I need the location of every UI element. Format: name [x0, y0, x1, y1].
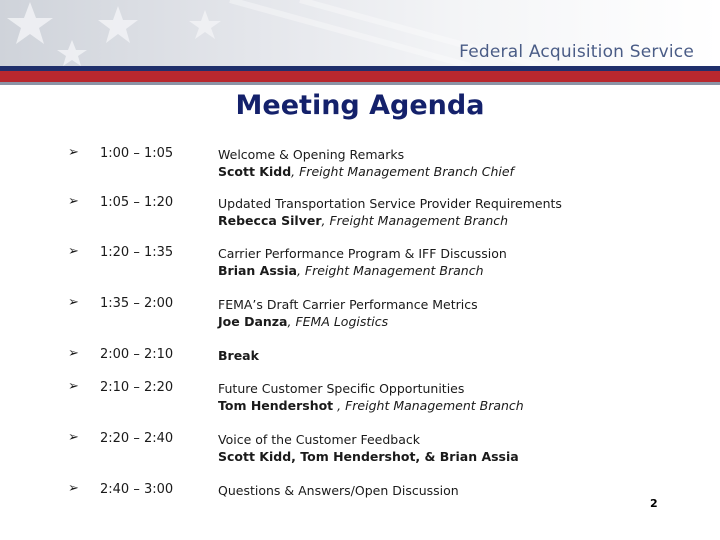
- agenda-description: [218, 482, 688, 499]
- header-stripe-gray: [0, 82, 720, 85]
- speaker-name: Scott Kidd, Tom Hendershot, & Brian Assia: [218, 449, 519, 464]
- agenda-presenter: [218, 313, 688, 330]
- agenda-time: 2:10 – 2:20: [100, 380, 174, 395]
- agenda-description: [218, 347, 688, 364]
- agenda-description: [218, 296, 688, 330]
- speaker-name: Joe Danza: [218, 314, 288, 329]
- agenda-topic: Welcome & Opening Remarks: [218, 147, 405, 162]
- agenda-item: [68, 296, 688, 336]
- bullet-arrow-icon: ➢: [68, 346, 79, 361]
- speaker-affiliation: , Freight Management Branch: [321, 213, 509, 228]
- agenda-description: [218, 195, 688, 229]
- header-stripe-red: [0, 71, 720, 82]
- agenda-description: [218, 380, 688, 414]
- agenda-time: 2:40 – 3:00: [100, 482, 174, 497]
- page-number: 2: [650, 497, 658, 510]
- agenda-description: [218, 146, 688, 180]
- agenda-time: 2:00 – 2:10: [100, 347, 174, 362]
- agenda-item: [68, 431, 688, 471]
- agenda-time: 1:35 – 2:00: [100, 296, 174, 311]
- agenda-topic: Break: [218, 348, 259, 363]
- speaker-name: Rebecca Silver: [218, 213, 322, 228]
- agenda-presenter: [218, 163, 688, 180]
- page-title: Meeting Agenda: [235, 90, 485, 121]
- agenda-item: [68, 482, 688, 522]
- agenda-presenter: [218, 397, 688, 414]
- agenda-topic: Voice of the Customer Feedback: [218, 432, 420, 447]
- bullet-arrow-icon: ➢: [68, 295, 79, 310]
- bullet-arrow-icon: ➢: [68, 194, 79, 209]
- bullet-arrow-icon: ➢: [68, 244, 79, 259]
- agenda-item: [68, 146, 688, 186]
- agenda-time: 1:05 – 1:20: [100, 195, 174, 210]
- agenda-item: [68, 195, 688, 235]
- agenda-time: 1:20 – 1:35: [100, 245, 174, 260]
- bullet-arrow-icon: ➢: [68, 481, 79, 496]
- agenda-topic: Questions & Answers/Open Discussion: [218, 483, 459, 498]
- speaker-affiliation: , Freight Management Branch Chief: [291, 164, 514, 179]
- speaker-name: Scott Kidd: [218, 164, 292, 179]
- speaker-name: Tom Hendershot: [218, 398, 334, 413]
- organization-name: Federal Acquisition Service: [459, 42, 694, 62]
- bullet-arrow-icon: ➢: [68, 379, 79, 394]
- agenda-presenter: [218, 212, 688, 229]
- agenda-time: 1:00 – 1:05: [100, 146, 174, 161]
- speaker-name: Brian Assia: [218, 263, 297, 278]
- agenda-presenter: [218, 448, 688, 465]
- speaker-affiliation: , Freight Management Branch: [296, 263, 484, 278]
- speaker-affiliation: , Freight Management Branch: [333, 398, 524, 413]
- agenda-topic: FEMA’s Draft Carrier Performance Metrics: [218, 297, 478, 312]
- speaker-affiliation: , FEMA Logistics: [287, 314, 389, 329]
- agenda-topic: Carrier Performance Program & IFF Discussion: [218, 246, 507, 261]
- flag-banner: [0, 0, 720, 66]
- agenda-presenter: [218, 262, 688, 279]
- agenda-description: [218, 245, 688, 279]
- agenda-item: [68, 245, 688, 285]
- agenda-time: 2:20 – 2:40: [100, 431, 174, 446]
- agenda-topic: Updated Transportation Service Provider Requirements: [218, 196, 562, 211]
- bullet-arrow-icon: ➢: [68, 145, 79, 160]
- bullet-arrow-icon: ➢: [68, 430, 79, 445]
- agenda-item: [68, 380, 688, 420]
- agenda-topic: Future Customer Specific Opportunities: [218, 381, 465, 396]
- agenda-description: [218, 431, 688, 465]
